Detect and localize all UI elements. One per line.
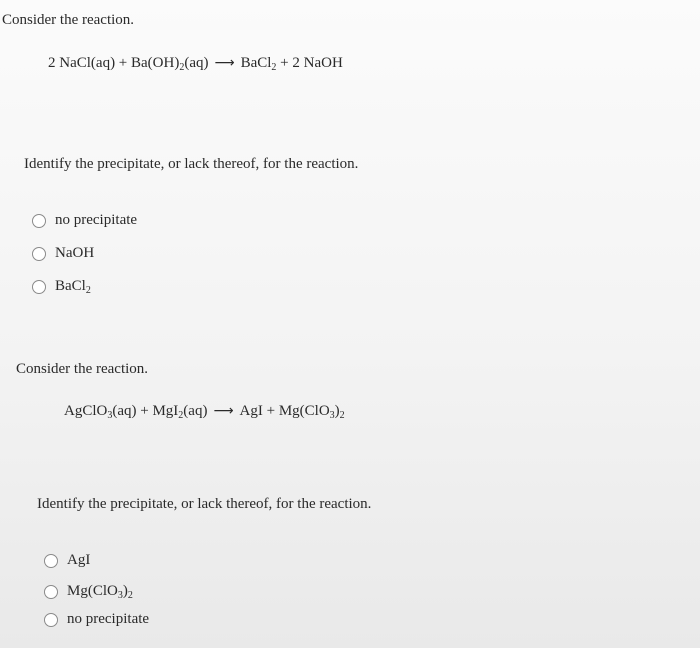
q1-eq-reactant-2: (aq) (184, 55, 209, 71)
radio-button[interactable] (44, 585, 58, 599)
q2-eq-product-2: ) (334, 403, 340, 419)
q1-option-naoh[interactable] (32, 245, 94, 262)
q2-eq-reactant-1: AgClO (64, 403, 108, 419)
q2-option-no-precipitate[interactable] (44, 611, 149, 628)
q1-option-bacl2[interactable] (32, 278, 91, 295)
radio-button[interactable] (32, 247, 46, 261)
q2-eq-product-1: AgI + Mg(ClO (239, 403, 330, 419)
radio-button[interactable] (44, 554, 58, 568)
reaction-arrow-icon: ⟶ (213, 403, 234, 419)
q1-option-label: NaOH (55, 245, 95, 261)
q2-prompt: Consider the reaction. (16, 361, 149, 377)
radio-button[interactable] (32, 214, 46, 228)
q2-option-agi[interactable] (44, 552, 90, 569)
q2-option-label: $Mg(ClO_3)_2$ (67, 583, 133, 601)
q2-eq-reactant-1-sub: 3 (107, 410, 113, 421)
q2-option-label: no precipitate (67, 611, 150, 627)
q1-eq-product-1-sub: 2 (271, 62, 277, 73)
q1-eq-reactant-1: 2 NaCl(aq) + Ba(OH) (48, 55, 180, 71)
q1-equation (48, 54, 343, 72)
radio-button[interactable] (44, 613, 58, 627)
q2-equation (64, 402, 345, 420)
reaction-arrow-icon: ⟶ (214, 55, 235, 71)
q2-option-mgclo3-2[interactable] (44, 583, 133, 600)
q1-eq-reactant-1-sub: 2 (179, 62, 185, 73)
q1-prompt: Consider the reaction. (2, 12, 135, 28)
radio-button[interactable] (32, 280, 46, 294)
q1-eq-product-1: BaCl (240, 55, 272, 71)
q2-eq-reactant-2: (aq) + MgI (112, 403, 179, 419)
q2-question: Identify the precipitate, or lack thereof, for the reaction. (37, 496, 372, 512)
q1-eq-product-2: + 2 NaOH (276, 55, 343, 71)
q1-option-label: BaCl$_2$ (55, 278, 91, 296)
q2-eq-reactant-2-sub: 2 (178, 410, 184, 421)
q2-eq-reactant-3: (aq) (183, 403, 208, 419)
q1-option-no-precipitate[interactable] (32, 212, 137, 229)
q1-option-label: no precipitate (55, 212, 138, 228)
q2-option-label: AgI (67, 552, 91, 568)
q1-question: Identify the precipitate, or lack thereof, for the reaction. (24, 156, 359, 172)
q2-eq-product-2-sub: 2 (339, 410, 345, 421)
q2-eq-product-1-sub: 3 (329, 410, 335, 421)
